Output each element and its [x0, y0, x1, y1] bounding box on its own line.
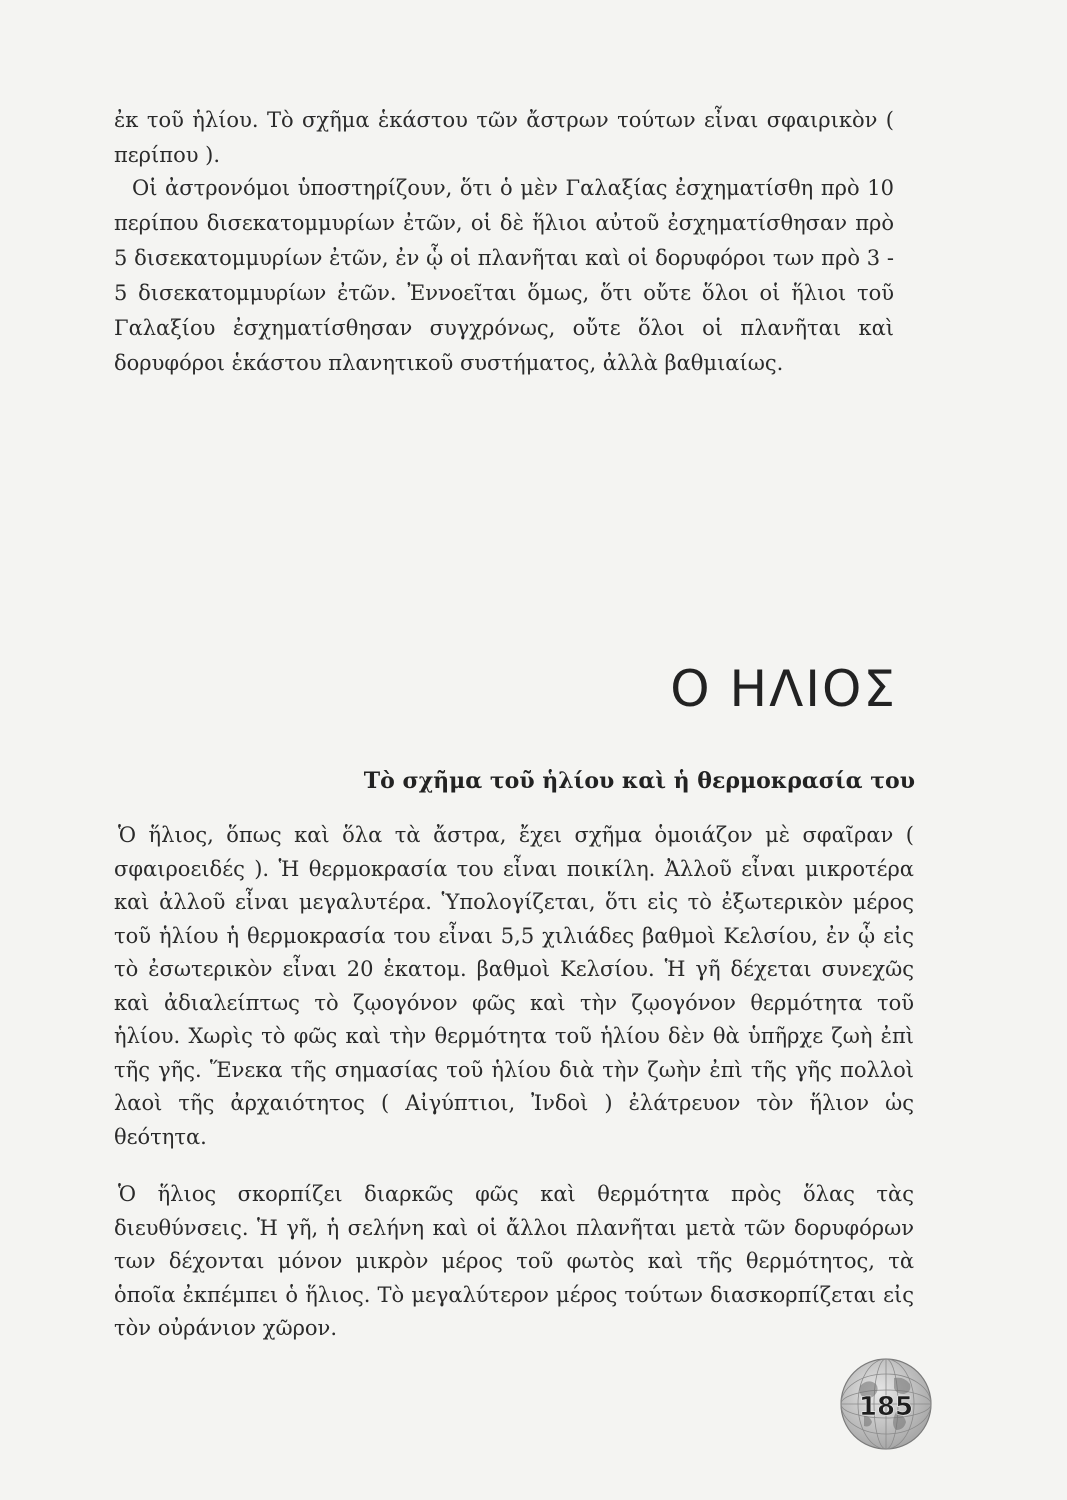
- page-number: 185: [858, 1392, 914, 1422]
- top-paragraph-1: ἐκ τοῦ ἡλίου. Τὸ σχῆμα ἑκάστου τῶν ἄστρων τούτων εἶναι σφαιρικὸν ( περίπου ).: [114, 108, 894, 167]
- page-number-badge: [838, 1356, 934, 1452]
- section-paragraph-1: Ὁ ἥλιος, ὅπως καὶ ὅλα τὰ ἄστρα, ἔχει σχῆμα ὁμοιάζον μὲ σφαῖραν ( σφαιροειδές ). Ἡ θερμοκρασία του εἶναι ποικίλη. Ἀλλοῦ εἶναι μικροτέρα καὶ ἀλλοῦ εἶναι μεγαλυτέρα. Ὑπολογίζεται, ὅτι εἰς τὸ ἐξωτερικὸν μέρος τοῦ ἡλίου ἡ θερμοκρασία του εἶναι 5,5 χιλιάδες βαθμοὶ Κελσίου, ἐν ᾧ εἰς τὸ ἐσωτερικὸν εἶναι 20 ἑκατομ. βαθμοὶ Κελσίου. Ἡ γῆ δέχεται συνεχῶς καὶ ἀδιαλείπτως τὸ ζῳογόνον φῶς καὶ τὴν ζῳογόνον θερμότητα τοῦ ἡλίου. Χωρὶς τὸ φῶς καὶ τὴν θερμότητα τοῦ ἡλίου δὲν θὰ ὑπῆρχε ζωὴ ἐπὶ τῆς γῆς. Ἕνεκα τῆς σημασίας τοῦ ἡλίου διὰ τὴν ζωὴν ἐπὶ τῆς γῆς πολλοὶ λαοὶ τῆς ἀρχαιότητος ( Αἰγύπτιοι, Ἰνδοὶ ) ἐλάτρευον τὸν ἥλιον ὡς θεότητα.: [114, 823, 914, 1149]
- section-heading: Τὸ σχῆμα τοῦ ἡλίου καὶ ἡ θερμοκρασία του: [363, 768, 915, 794]
- chapter-title: Ο ΗΛΙΟΣ: [670, 660, 897, 718]
- globe-icon: [838, 1356, 934, 1452]
- top-paragraph-2: Οἱ ἀστρονόμοι ὑποστηρίζουν, ὅτι ὁ μὲν Γαλαξίας ἐσχηματίσθη πρὸ 10 περίπου δισεκατομμυρίων ἐτῶν, οἱ δὲ ἥλιοι αὐτοῦ ἐσχηματίσθησαν πρὸ 5 δισεκατομμυρίων ἐτῶν, ἐν ᾧ οἱ πλανῆται καὶ οἱ δορυφόροι των πρὸ 3 - 5 δισεκατομμυρίων ἐτῶν. Ἐννοεῖται ὅμως, ὅτι οὔτε ὅλοι οἱ ἥλιοι τοῦ Γαλαξίου ἐσχηματίσθησαν συγχρόνως, οὔτε ὅλοι οἱ πλανῆται καὶ δορυφόροι ἑκάστου πλανητικοῦ συστήματος, ἀλλὰ βαθμιαίως.: [114, 176, 894, 375]
- section-paragraph-2: Ὁ ἥλιος σκορπίζει διαρκῶς φῶς καὶ θερμότητα πρὸς ὅλας τὰς διευθύνσεις. Ἡ γῆ, ἡ σελήνη καὶ οἱ ἄλλοι πλανῆται μετὰ τῶν δορυφόρων των δέχονται μόνον μικρὸν μέρος τοῦ φωτὸς καὶ τῆς θερμότητος, τὰ ὁποῖα ἐκπέμπει ὁ ἥλιος. Τὸ μεγαλύτερον μέρος τούτων διασκορπίζεται εἰς τὸν οὐράνιον χῶρον.: [114, 1182, 914, 1340]
